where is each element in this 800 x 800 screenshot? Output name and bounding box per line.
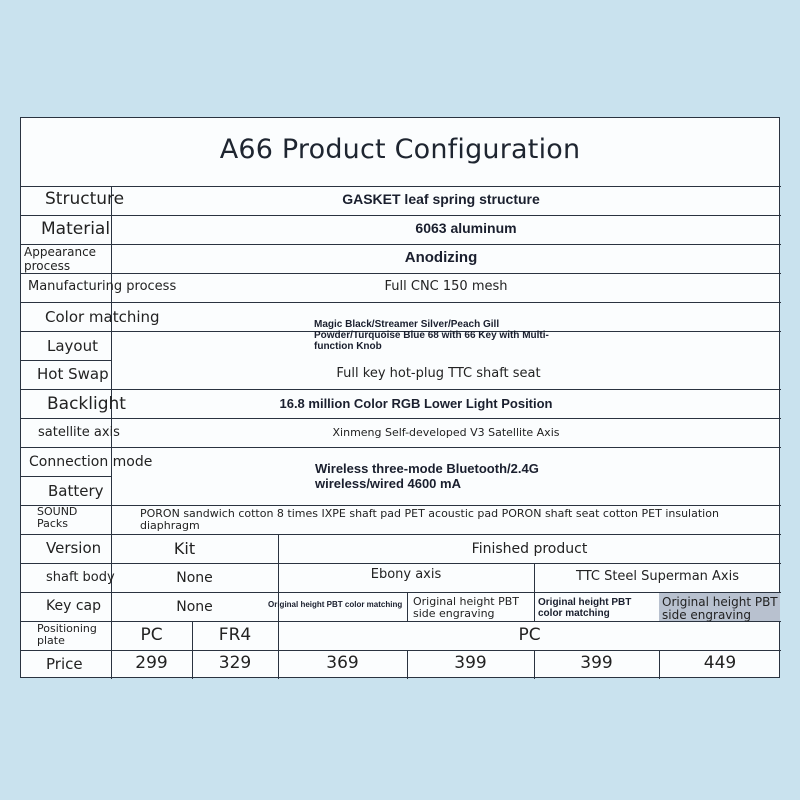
shaft-ebony: Ebony axis [370,568,442,582]
shaft-label: shaft body [46,571,115,585]
layout-label: Layout [47,339,98,355]
hotswap-label: Hot Swap [37,367,109,383]
price-value: 399 [580,655,613,673]
row-divider [21,476,111,477]
sound-label: SOUND Packs [37,506,78,530]
connection-value: Wireless three-mode Bluetooth/2.4G wireless/wired 4600 mA [315,461,539,491]
price-value: 449 [703,655,737,673]
row-divider [21,563,781,564]
keycap-opt1: Original height PBT color matching [268,601,403,609]
version-finished: Finished product [471,542,588,557]
material-label: Material [41,221,111,239]
backlight-label: Backlight [47,396,126,414]
price-label: Price [46,657,83,673]
structure-value: GASKET leaf spring structure [342,192,540,207]
satellite-value: Xinmeng Self-developed V3 Satellite Axis [332,427,560,439]
keycap-opt3: Original height PBT color matching [538,597,632,619]
color-value: Magic Black/Streamer Silver/Peach Gill Powder/Turquoise Blue 68 with 66 Key with Multi-function Knob [314,319,549,352]
keycap-kit: None [176,600,213,615]
row-divider [21,389,781,390]
structure-label: Structure [45,191,125,209]
connection-label: Connection mode [29,455,153,470]
page-title: A66 Product Configuration [219,134,581,165]
price-value: 399 [454,655,487,673]
material-value: 6063 aluminum [415,221,517,236]
version-kit: Kit [173,541,196,558]
shaft-kit: None [176,571,213,586]
keycap-label: Key cap [46,599,101,614]
manufacturing-value: Full CNC 150 mesh [384,280,508,294]
row-divider [21,186,781,187]
plate-fr4: FR4 [218,627,252,645]
keycap-opt4: Original height PBT side engraving [662,596,778,622]
row-divider [21,447,781,448]
color-label: Color matching [45,310,160,326]
sound-value: PORON sandwich cotton 8 times IXPE shaft pad PET acoustic pad PORON shaft seat cotton PET insulation diaphragm [140,508,719,532]
plate-pc: PC [140,627,163,645]
row-divider [21,418,781,419]
shaft-ttc: TTC Steel Superman Axis [575,570,740,584]
row-divider [21,505,781,506]
row-divider [21,215,781,216]
plate-pc-finished: PC [518,627,541,645]
row-divider [21,360,111,361]
row-divider [21,534,781,535]
hotswap-value: Full key hot-plug TTC shaft seat [336,367,541,381]
row-divider [21,273,781,274]
price-value: 299 [135,655,168,673]
version-label: Version [46,541,102,557]
config-table [20,117,780,678]
battery-label: Battery [48,484,104,500]
row-divider [21,244,781,245]
keycap-opt2: Original height PBT side engraving [413,596,519,620]
manufacturing-label: Manufacturing process [28,280,177,294]
row-divider [21,302,781,303]
price-value: 329 [218,655,252,673]
plate-label: Positioning plate [37,623,97,647]
satellite-label: satellite axis [38,426,120,440]
appearance-label: Appearance process [24,245,97,273]
price-value: 369 [326,655,359,673]
row-divider [21,650,781,651]
appearance-value: Anodizing [404,250,478,266]
backlight-value: 16.8 million Color RGB Lower Light Position [279,397,553,411]
